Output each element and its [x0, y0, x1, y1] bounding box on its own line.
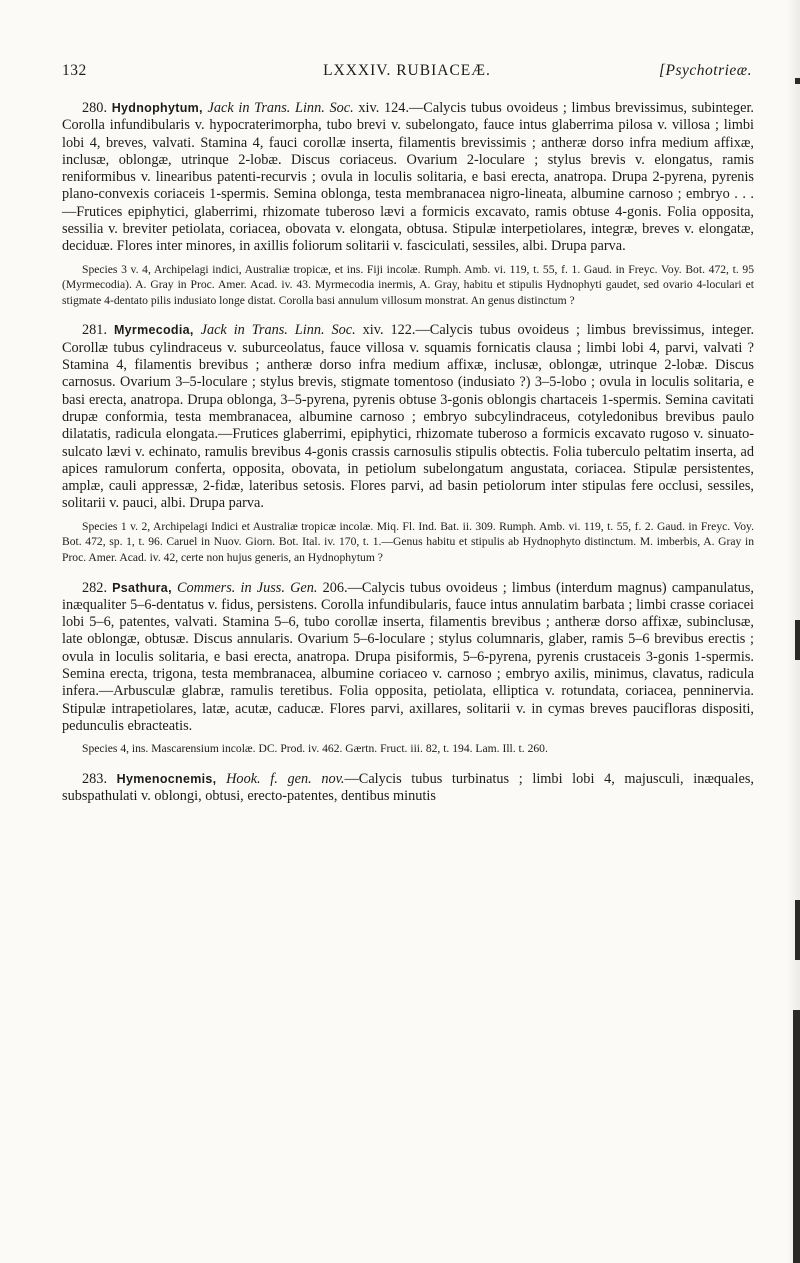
page-edge-mark	[795, 620, 800, 660]
page-edge-mark	[795, 78, 800, 84]
genus-name: Hydnophytum,	[111, 101, 203, 115]
authority: Commers. in Juss. Gen.	[176, 579, 318, 596]
running-head	[62, 62, 752, 86]
page-number: 132	[62, 62, 87, 79]
entry-number: 281.	[82, 322, 108, 339]
entry-number: 282.	[82, 579, 108, 596]
genus-entry-hydnophytum	[62, 100, 754, 256]
genus-name: Myrmecodia,	[113, 323, 194, 338]
authority: Hook. f. gen. nov.	[226, 770, 345, 787]
species-note: Species 1 v. 2, Archipelagi Indici et Australiæ tropicæ incolæ. Miq. Fl. Ind. Bat. ii. 309. Rumph. Amb. vi. 119, t. 55, f. 2. Gaud. in Freyc. Voy. Bot. 472, sp. 1, t. 96. Caruel in Nuov. Giorn. Bot. Ital. iv. 170, t. 1.—Genus habitu et stipulis ab Hydnophyto distinctum. M. imberbis, A. Gray in Proc. Amer. Acad. iv. 42, certe non hujus generis, an Hydnophytum ?	[62, 519, 754, 564]
species-note: Species 3 v. 4, Archipelagi indici, Australiæ tropicæ, et ins. Fiji incolæ. Rumph. Amb. vi. 119, t. 55, f. 1. Gaud. in Freyc. Voy. Bot. 472, t. 95 (Myrmecodia). A. Gray in Proc. Amer. Acad. iv. 43. Myrmecodia inermis, A. Gray, habitu et stipulis Hydnophyti gaudet, sed ovario 4-loculari et stigmate 4-dentato pilis indusiato longe distat. Corolla basi annulum villosum monstrat. An genus distinctum ?	[62, 262, 754, 307]
entry-number: 280.	[82, 100, 108, 116]
genus-name: Psathura,	[112, 580, 172, 595]
genus-entry-myrmecodia	[62, 322, 754, 512]
chapter-title: LXXXIV. RUBIACEÆ.	[323, 62, 491, 79]
page-edge-mark	[793, 1010, 800, 1263]
body-text	[62, 100, 754, 805]
entry-number: 283.	[82, 770, 108, 787]
species-note: Species 4, ins. Mascarensium incolæ. DC. Prod. iv. 462. Gærtn. Fruct. iii. 82, t. 194. Lam. Ill. t. 260.	[82, 742, 548, 756]
page-edge-mark	[795, 900, 800, 960]
authority: Jack in Trans. Linn. Soc.	[207, 100, 354, 116]
genus-entry-psathura	[62, 580, 754, 736]
description: 206.—Calycis tubus ovoideus ; limbus (interdum magnus) campanulatus, inæqualiter 5–6-dentatus v. fidus, persistens. Corolla infundibularis, fauce intus annulatim barbata ; limbi crasse coriacei lobi 5–6, patentes, valvati. Stamina 5–6, tubo corollæ inserta, filamentis brevibus ; antheræ dorso affixæ, subinclusæ, late oblongæ, obtusæ. Discus annularis. Ovarium 5–6-loculare ; stylus columnaris, glaber, ramis 5–6 brevibus erectis ; ovula in loculis solitaria, e basi erecta, anatropa. Drupa pisiformis, 5–6-pyrena, pyrenis crustaceis 3-gonis 1-spermis. Semina erecta, trigona, testa membranacea, albumine coriaceo v. carnoso ; embryo axilis, minimus, clavatus, radicula infera.—Arbusculæ glabræ, ramulis teretibus. Folia opposita, petiolata, elliptica v. rotundata, coriacea, penninervia. Stipulæ intrapetiolares, latæ, acutæ, caducæ. Flores parvi, axillares, solitarii v. in cymas breves paucifloras dispositi, pedunculis ebracteatis.	[62, 579, 755, 734]
authority: Jack in Trans. Linn. Soc.	[200, 322, 356, 339]
description: xiv. 124.—Calycis tubus ovoideus ; limbus brevissimus, subinteger. Corolla infundibularis v. hypocraterimorpha, tubo brevi v. subelongato, fauce intus glaberrima pilosa v. villosa ; limbi lobi 4, breves, valvati. Stamina 4, fauci corollæ inserta, filamentis brevissimis ; antheræ dorso infra medium affixæ, inclusæ, oblongæ, utrinque 2-lobæ. Discus coriaceus. Ovarium 2-loculare ; stylus brevis v. elongatus, ramis reniformibus v. linearibus patenti-recurvis ; ovula in loculis solitaria, e basi erecta, anatropa. Drupa 2-pyrena, pyrenis plano-convexis coriaceis 1-spermis. Semina oblonga, testa membranacea nigro-lineata, albumine carnoso ; embryo . . .—Frutices epiphytici, glaberrimi, rhizomate tuberoso lævi a formicis excavato, ramis obtuse 4-gonis. Folia opposita, sessilia v. breviter petiolata, coriacea, obovata v. elongata, obtusa. Stipulæ interpetiolares, integræ, breves v. elongatæ, deciduæ. Flores inter minores, in axillis foliorum solitarii v. fasciculati, sessiles, albi. Drupa parva.	[62, 100, 755, 255]
description: —Calycis tubus turbinatus ; limbi lobi 4, majusculi, inæquales, subspathulati v. oblongi, obtusi, erecto-patentes, dentibus minutis	[62, 770, 754, 805]
genus-entry-hymenocnemis	[62, 771, 754, 806]
running-title: [Psychotrieæ.	[658, 62, 752, 79]
description: xiv. 122.—Calycis tubus ovoideus ; limbus brevissimus, integer. Corollæ tubus cylindraceus v. suburceolatus, fauce villosa v. squamis fornicatis clausa ; limbi lobi 4, parvi, valvati ? Stamina 4, filamentis brevibus ; antheræ dorso infra medium affixæ, inclusæ, oblongæ, utrinque 2-lobæ. Discus carnosus. Ovarium 3–5-loculare ; stylus brevis, stigmate tomentoso (indusiato ?) 3–5-lobo ; ovula in loculis solitaria, e basi erecta, anatropa. Drupa oblonga, 3–5-pyrena, pyrenis obtuse 3-gonis oblongis chartaceis 1-spermis. Semina cavitati drupæ conformia, testa membranacea, albumine carnoso ; embryo subcylindraceus, cotyledonibus brevibus paulo dilatatis, radicula elongata.—Frutices glaberrimi, epiphytici, rhizomate tuberoso a formicis excavato rugoso v. sinuato-sulcato lævi v. echinato, ramulis brevibus 4-gonis crassis carnosulis stipulis obtectis. Folia tuberculo peltatim inserta, ad apices ramulorum conferta, opposita, obovata, in petiolum subelongatum angustata, coriacea. Stipulæ persistentes, amplæ, cauli appressæ, 2-fidæ, lateribus setosis. Flores parvi, ad basin petiolorum inter stipulas fere occlusi, sessiles, solitarii v. pauci, albi. Drupa parva.	[62, 322, 755, 512]
genus-name: Hymenocnemis,	[116, 771, 217, 786]
